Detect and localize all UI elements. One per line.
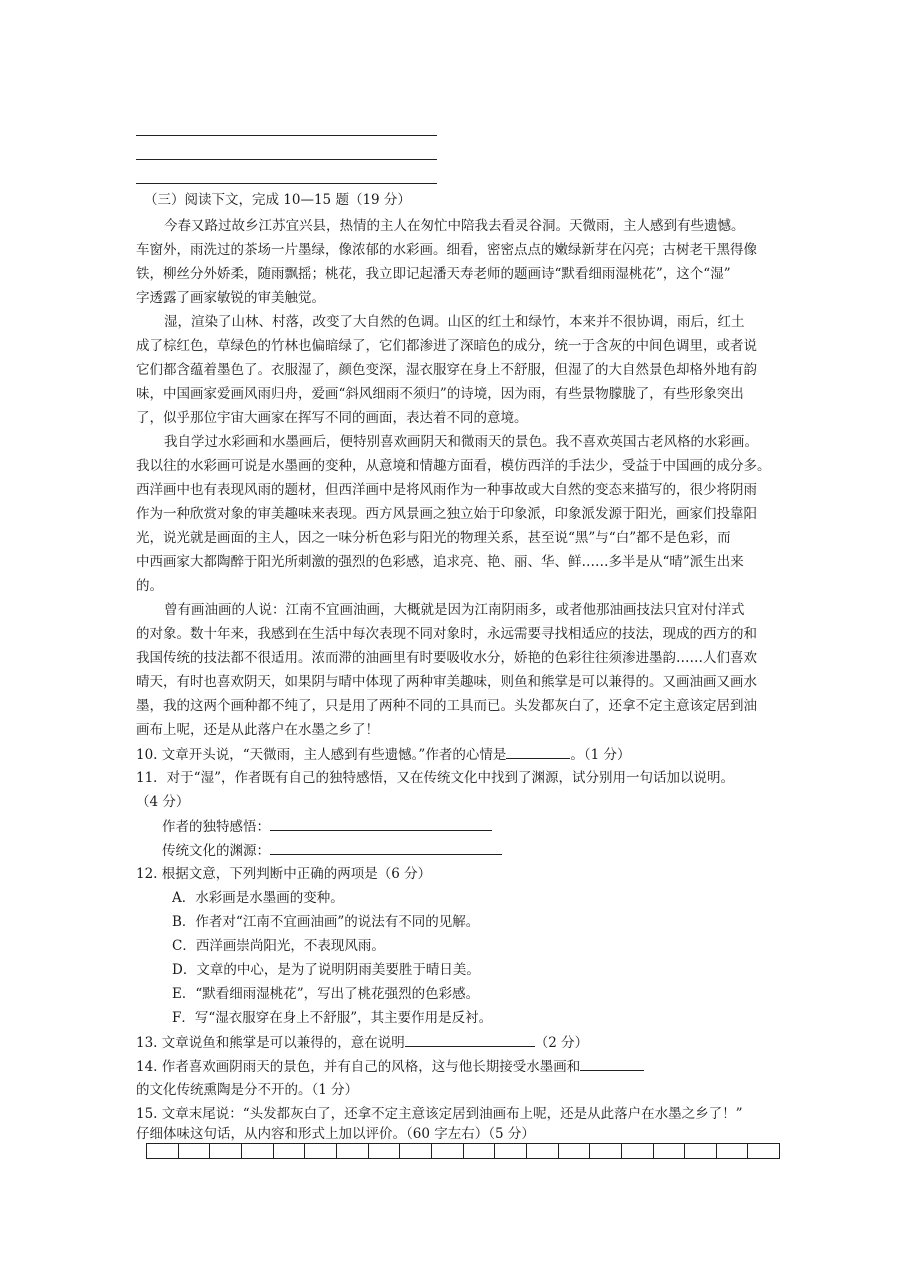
question-14-cont: 的文化传统熏陶是分不开的。（1 分）	[136, 1082, 359, 1098]
answer-blank[interactable]	[580, 1056, 644, 1071]
question-14	[136, 1056, 644, 1077]
section-title: （三）阅读下文，完成 10—15 题（19 分）	[144, 192, 411, 208]
answer-line	[136, 135, 437, 136]
answer-grid-cell[interactable]	[748, 1144, 779, 1158]
question-10-points: 。（1 分）	[570, 747, 631, 763]
answer-grid-cell[interactable]	[559, 1144, 591, 1158]
passage-line: 铁，柳丝分外娇柔，随雨飘摇；桃花，我立即记起潘天寿老师的题画诗“默看细雨湿桃花”，这个“湿”	[136, 266, 731, 282]
answer-grid-cell[interactable]	[654, 1144, 686, 1158]
passage-line: 的。	[136, 578, 163, 594]
answer-grid-cell[interactable]	[717, 1144, 749, 1158]
passage-line: 光，说光就是画面的主人，因之一味分析色彩与阳光的物理关系，甚至说“黑”与“白”都不是色彩，而	[136, 530, 731, 546]
answer-grid-cell[interactable]	[622, 1144, 654, 1158]
answer-grid-cell[interactable]	[464, 1144, 496, 1158]
passage-line: 味，中国画家爱画风雨归舟，爱画“斜风细雨不须归”的诗境，因为雨，有些景物朦胧了，有些形象突出	[136, 386, 744, 402]
question-10-text: 10. 文章开头说，“天微雨，主人感到有些遗憾。”作者的心情是	[136, 747, 507, 763]
passage-line: 作为一种欣赏对象的审美趣味来表现。西方风景画之独立始于印象派，印象派发源于阳光，画家们投靠阳	[136, 506, 757, 522]
passage-line: 中西画家大都陶醉于阳光所刺激的强烈的色彩感，追求亮、艳、丽、华、鲜……多半是从“晴”派生出来	[136, 554, 744, 570]
answer-line	[136, 159, 437, 160]
answer-grid-cell[interactable]	[685, 1144, 717, 1158]
answer-grid[interactable]	[146, 1143, 780, 1159]
passage-line: 我以往的水彩画可说是水墨画的变种，从意境和情趣方面看，模仿西洋的手法少，受益于中国画的成分多。	[136, 458, 771, 474]
question-11: 11．对于“湿”，作者既有自己的独特感悟，又在传统文化中找到了渊源，试分别用一句话加以说明。	[136, 770, 734, 786]
question-10	[136, 744, 630, 765]
answer-grid-cell[interactable]	[179, 1144, 211, 1158]
passage-line: 的对象。数十年来，我感到在生活中每次表现不同对象时，永远需要寻找相适应的技法，现成的西方的和	[136, 626, 757, 642]
question-15: 15. 文章末尾说：“头发都灰白了，还拿不定主意该定居到油画布上呢，还是从此落户在水墨之乡了！”	[136, 1106, 743, 1122]
question-12: 12. 根据文意，下列判断中正确的两项是（6 分）	[136, 866, 432, 882]
answer-grid-cell[interactable]	[274, 1144, 306, 1158]
passage-line: 我自学过水彩画和水墨画后，便特别喜欢画阴天和微雨天的景色。我不喜欢英国古老风格的水彩画。	[164, 434, 758, 450]
answer-grid-cell[interactable]	[337, 1144, 369, 1158]
option-e: E．“默看细雨湿桃花”，写出了桃花强烈的色彩感。	[172, 986, 480, 1002]
answer-grid-cell[interactable]	[305, 1144, 337, 1158]
question-14-text: 14. 作者喜欢画阴雨天的景色，并有自己的风格，这与他长期接受水墨画和	[136, 1059, 581, 1075]
passage-line: 了，似乎那位宇宙大画家在挥写不同的画面，表达着不同的意境。	[136, 410, 528, 426]
question-11-part-a-label: 作者的独特感悟：	[162, 819, 270, 835]
answer-line	[136, 183, 437, 184]
question-13	[136, 1032, 588, 1053]
answer-grid-cell[interactable]	[147, 1144, 179, 1158]
answer-grid-cell[interactable]	[400, 1144, 432, 1158]
question-11-part-b	[162, 840, 502, 861]
passage-line: 湿，渲染了山林、村落，改变了大自然的色调。山区的红土和绿竹，本来并不很协调，雨后，红土	[164, 314, 745, 330]
option-b: B．作者对“江南不宜画油画”的说法有不同的见解。	[172, 914, 480, 930]
answer-grid-cell[interactable]	[432, 1144, 464, 1158]
question-13-points: （2 分）	[534, 1035, 589, 1051]
question-11-part-a	[162, 816, 492, 837]
passage-line: 今春又路过故乡江苏宜兴县，热情的主人在匆忙中陪我去看灵谷洞。天微雨，主人感到有些遗憾。	[164, 218, 745, 234]
question-11-points: （4 分）	[136, 794, 190, 810]
answer-grid-cell[interactable]	[210, 1144, 242, 1158]
passage-line: 晴天，有时也喜欢阴天，如果阴与晴中体现了两种审美趣味，则鱼和熊掌是可以兼得的。又画油画又画水	[136, 674, 757, 690]
option-c: C．西洋画崇尚阳光，不表现风雨。	[172, 938, 385, 954]
passage-line: 它们都含蕴着墨色了。衣服湿了，颜色变深，湿衣服穿在身上不舒服，但湿了的大自然景色却格外地有韵	[136, 362, 757, 378]
answer-blank[interactable]	[506, 744, 570, 759]
passage-line: 画布上呢，还是从此落户在水墨之乡了！	[136, 722, 379, 738]
passage-line: 车窗外，雨洗过的茶场一片墨绿，像浓郁的水彩画。细看，密密点点的嫩绿新芽在闪亮；古树老干黑得像	[136, 242, 757, 258]
answer-grid-cell[interactable]	[590, 1144, 622, 1158]
answer-grid-cell[interactable]	[495, 1144, 527, 1158]
passage-line: 曾有画油画的人说：江南不宜画油画，大概就是因为江南阴雨多，或者他那油画技法只宜对付洋式	[164, 602, 745, 618]
answer-grid-cell[interactable]	[242, 1144, 274, 1158]
answer-blank[interactable]	[270, 840, 502, 855]
passage-line: 我国传统的技法都不很适用。浓而滞的油画里有时要吸收水分，娇艳的色彩往往须渗进墨韵……人们喜欢	[136, 650, 757, 666]
question-15-cont: 仔细体味这句话，从内容和形式上加以评价。（60 字左右）（5 分）	[136, 1126, 535, 1142]
passage-line: 墨，我的这两个画种都不纯了，只是用了两种不同的工具而已。头发都灰白了，还拿不定主意该定居到油	[136, 698, 757, 714]
question-13-text: 13. 文章说鱼和熊掌是可以兼得的，意在说明	[136, 1035, 405, 1051]
answer-blank[interactable]	[270, 816, 492, 831]
passage-line: 成了棕红色，草绿色的竹林也偏暗绿了，它们都渗进了深暗色的成分，统一于含灰的中间色调里，或者说	[136, 338, 757, 354]
answer-grid-cell[interactable]	[369, 1144, 401, 1158]
answer-grid-cell[interactable]	[527, 1144, 559, 1158]
option-f: F．写“湿衣服穿在身上不舒服”，其主要作用是反衬。	[172, 1010, 493, 1026]
passage-line: 西洋画中也有表现风雨的题材，但西洋画中是将风雨作为一种事故或大自然的变态来描写的，很少将阴雨	[136, 482, 757, 498]
option-d: D．文章的中心，是为了说明阴雨美要胜于晴日美。	[172, 962, 480, 978]
answer-blank[interactable]	[405, 1032, 535, 1047]
passage-line: 字透露了画家敏锐的审美触觉。	[136, 290, 325, 306]
question-11-part-b-label: 传统文化的渊源：	[162, 843, 270, 859]
option-a: A．水彩画是水墨画的变种。	[172, 890, 344, 906]
